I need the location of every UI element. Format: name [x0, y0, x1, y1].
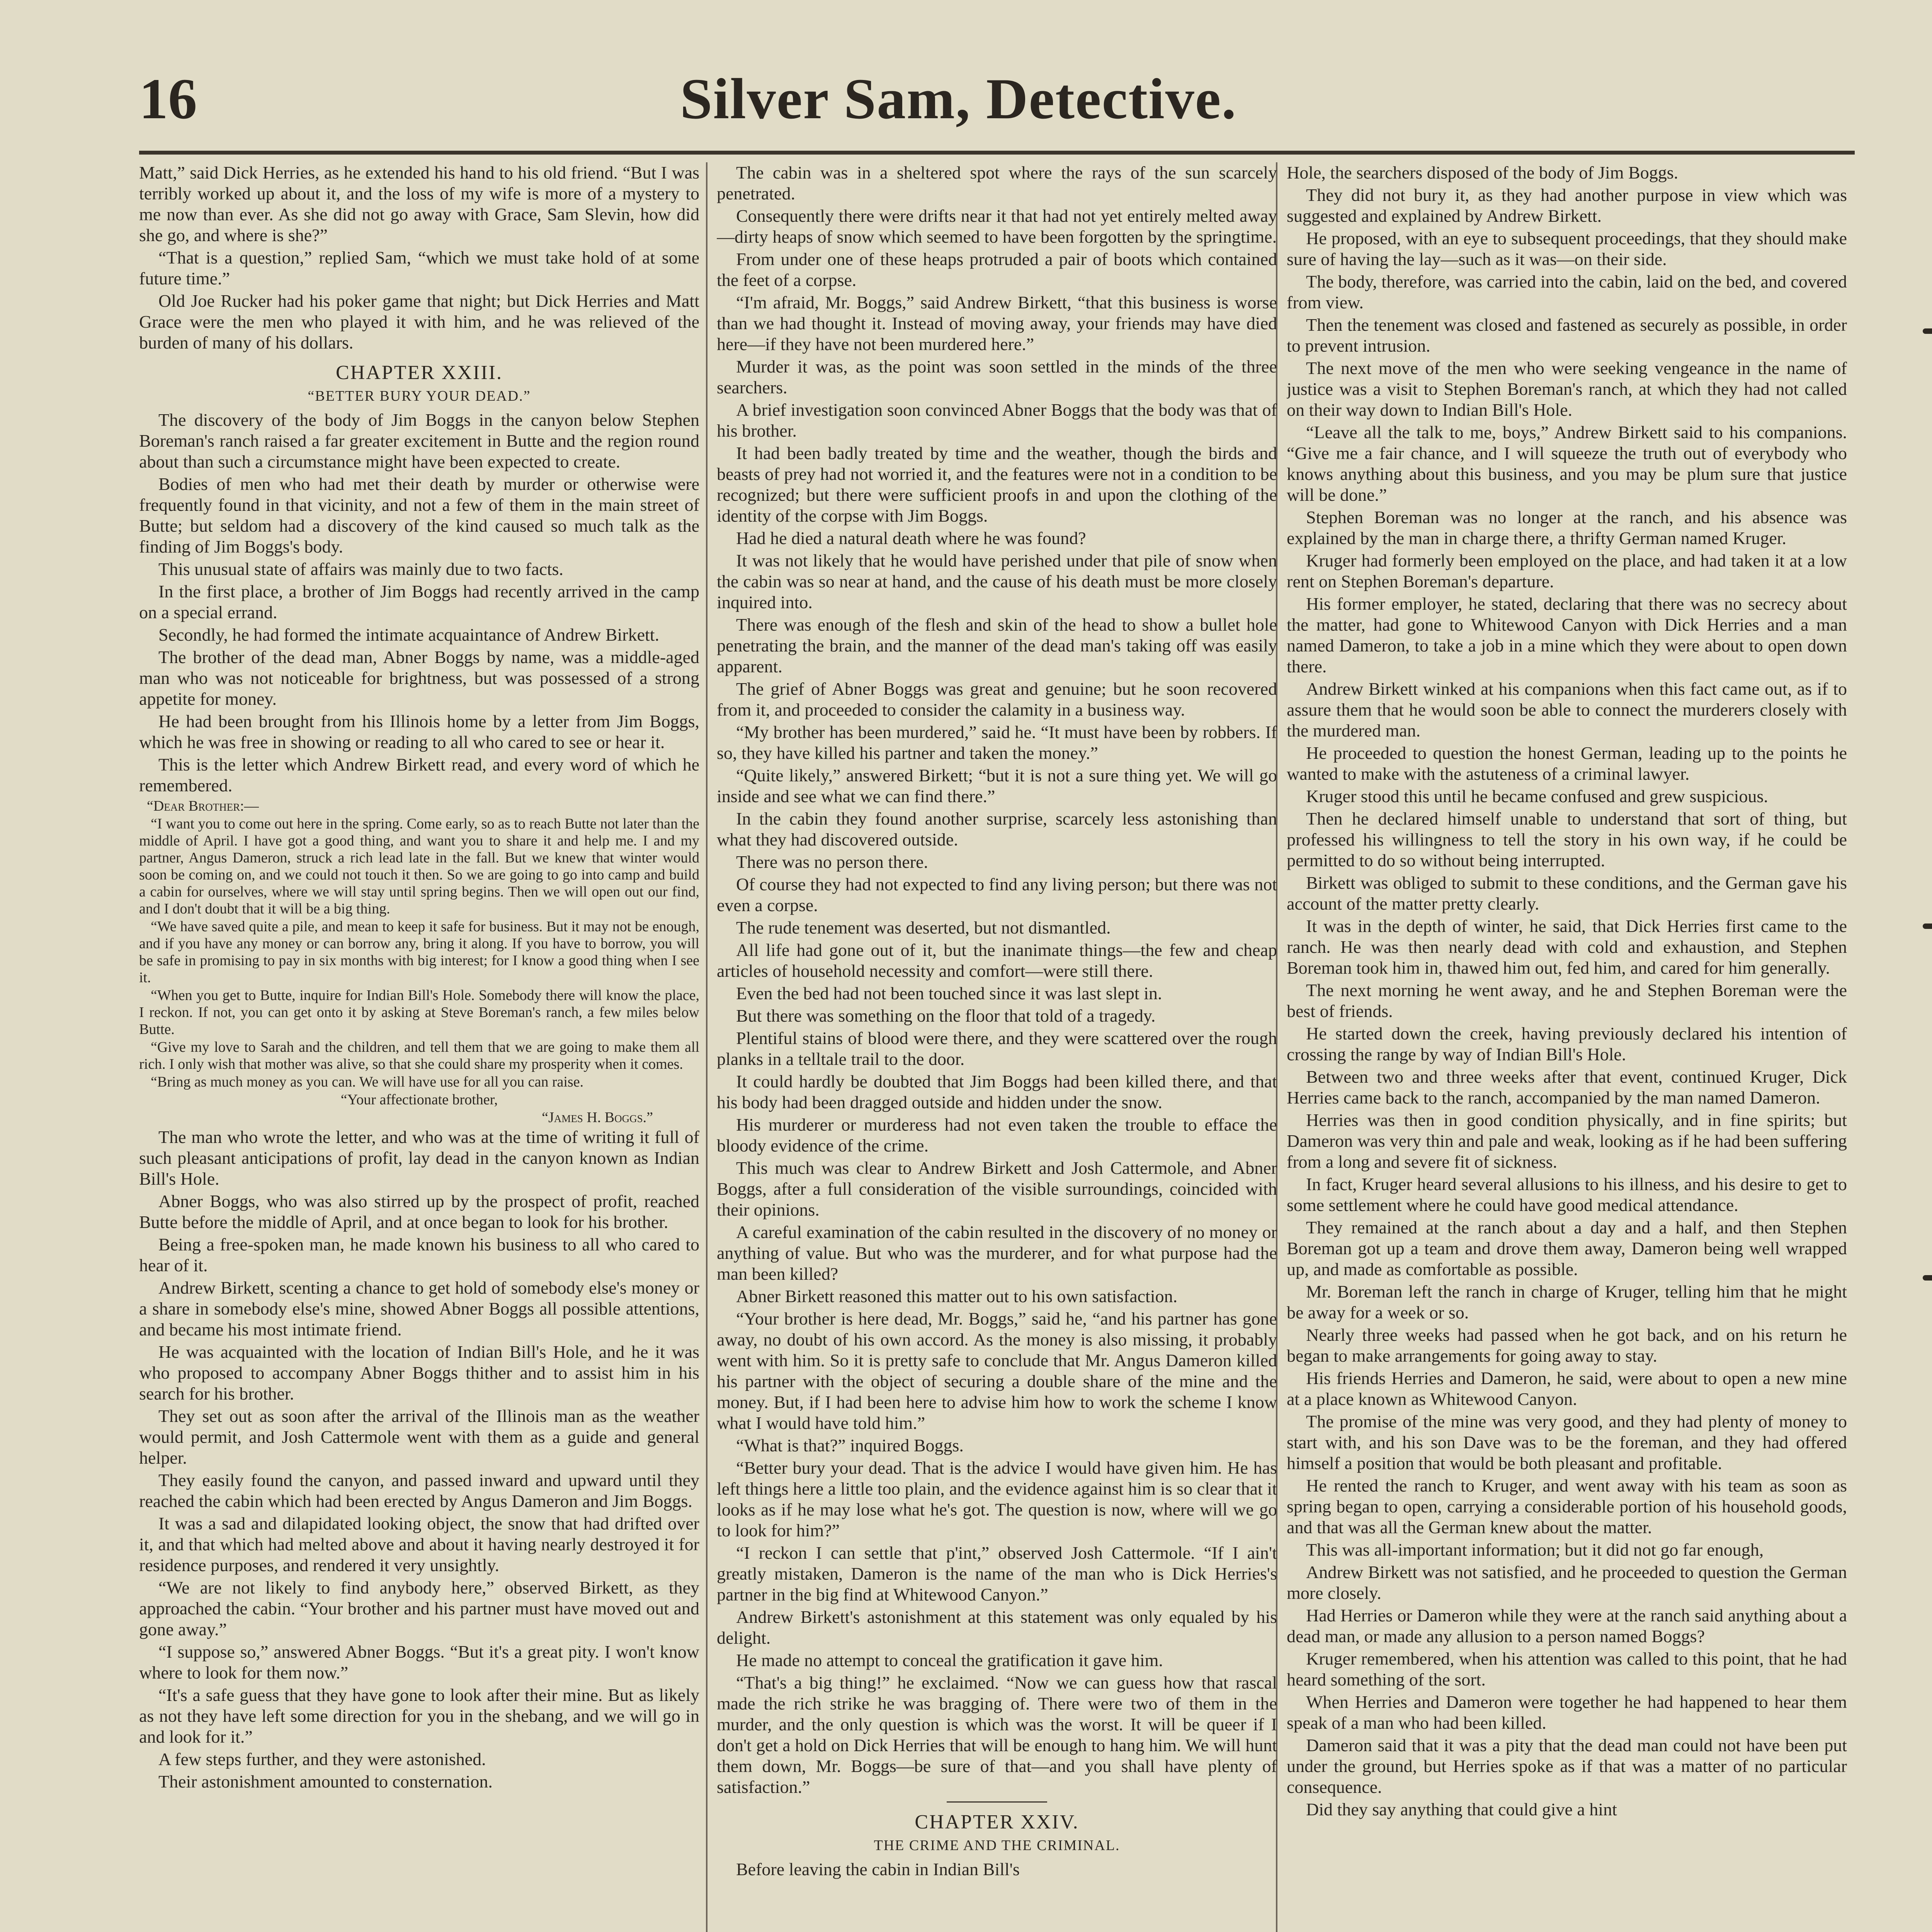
paragraph: “I reckon I can settle that p'int,” observed Josh Cattermole. “If I ain't greatly mistaken, Dameron is the name of the man who is Dick Herries's partner in the big find at Whitewood Canyon.”: [717, 1543, 1277, 1604]
quoted-letter: [139, 798, 699, 1126]
letter-paragraph: “Bring as much money as you can. We will have use for all you can raise.: [151, 1074, 584, 1090]
letter-paragraph: “Give my love to Sarah and the children, and tell them that we are going to make them all rich. I only wish that mother was alive, so that she could share my prosperity when it comes.: [139, 1039, 699, 1072]
paragraph: It was a sad and dilapidated looking object, the snow that had drifted over it, and that which had melted above and about it having nearly destroyed it for residence purposes, and rendered it very unsightly.: [139, 1514, 699, 1575]
staple-mark: [1923, 1275, 1932, 1281]
paragraph: There was enough of the flesh and skin of the head to show a bullet hole penetrating the brain, and the manner of the dead man's taking off was easily apparent.: [717, 615, 1277, 676]
staple-mark: [1923, 328, 1932, 334]
column-rule-1: [706, 162, 707, 1932]
letter-signature: “James H. Boggs.”: [542, 1109, 653, 1126]
staple-mark: [1923, 923, 1932, 929]
paragraph: But there was something on the floor that told of a tragedy.: [736, 1006, 1156, 1026]
paragraph: Consequently there were drifts near it that had not yet entirely melted away—dirty heaps of snow which seemed to have been forgotten by the springtime.: [717, 206, 1277, 247]
chapter-rule: [947, 1801, 1047, 1803]
paragraph: They remained at the ranch about a day and a half, and then Stephen Boreman got up a team and drove them away, Dameron being well wrapped up, and made as comfortable as possible.: [1287, 1218, 1847, 1279]
chapter-subtitle: “BETTER BURY YOUR DEAD.”: [308, 388, 531, 404]
paragraph: Then he declared himself unable to understand that sort of thing, but professed his willingness to tell the story in his own way, if he could be permitted to do so without being interrupted.: [1287, 809, 1847, 870]
paragraph: Old Joe Rucker had his poker game that night; but Dick Herries and Matt Grace were the men who played it with him, and he was relieved of the burden of many of his dollars.: [139, 291, 699, 352]
paragraph: “Better bury your dead. That is the advice I would have given him. He has left things here a little too plain, and the evidence against him is so clear that it looks as if he may lose what he's got. The question is now, where will we go to look for him?”: [717, 1458, 1277, 1540]
paragraph: He proposed, with an eye to subsequent proceedings, that they should make sure of having the lay—such as it was—on their side.: [1287, 228, 1847, 269]
paragraph: This was all-important information; but it did not go far enough,: [1306, 1540, 1764, 1560]
paragraph: It was in the depth of winter, he said, that Dick Herries first came to the ranch. He was then nearly dead with cold and exhaustion, and Stephen Boreman took him in, thawed him out, fed him, and cared for him generally.: [1287, 916, 1847, 978]
paragraph: Nearly three weeks had passed when he got back, and on his return he began to make arrangements for going away to stay.: [1287, 1325, 1847, 1366]
paragraph: The promise of the mine was very good, and they had plenty of money to start with, and his son Dave was to be the foreman, and they had offered himself a position that would be both pleasant and profitable.: [1287, 1412, 1847, 1473]
paragraph: The cabin was in a sheltered spot where the rays of the sun scarcely penetrated.: [717, 163, 1277, 203]
paragraph: “Your brother is here dead, Mr. Boggs,” said he, “and his partner has gone away, no doubt of his own accord. As the money is also missing, it probably went with him. So it is pretty safe to conclude that Mr. Angus Dameron killed his partner with the object of securing a double share of the mine and the money. But, if I had been here to advise him how to work the scheme I know what I would have told him.”: [717, 1309, 1277, 1433]
paragraph: The brother of the dead man, Abner Boggs by name, was a middle-aged man who was not noticeable for brightness, but was possessed of a strong appetite for money.: [139, 647, 699, 709]
paragraph: The rude tenement was deserted, but not dismantled.: [736, 918, 1111, 937]
paragraph: His friends Herries and Dameron, he said, were about to open a new mine at a place known as Whitewood Canyon.: [1287, 1368, 1847, 1409]
paragraph: He was acquainted with the location of Indian Bill's Hole, and he it was who proposed to accompany Abner Boggs thither and to assist him in his search for his brother.: [139, 1342, 699, 1403]
paragraph: Matt,” said Dick Herries, as he extended his hand to his old friend. “But I was terribly worked up about it, and the loss of my wife is more of a mystery to me now than ever. As she did not go away with Grace, Sam Slevin, how did she go, and where is she?”: [139, 163, 699, 245]
paragraph: Being a free-spoken man, he made known his business to all who cared to hear of it.: [139, 1235, 699, 1275]
running-title: Silver Sam, Detective.: [680, 67, 1237, 131]
paragraph: “We are not likely to find anybody here,” observed Birkett, as they approached the cabin. “Your brother and his partner must have moved out and gone away.”: [139, 1578, 699, 1639]
paragraph: Andrew Birkett winked at his companions when this fact came out, as if to assure them that he would soon be able to connect the murderers closely with the murdered man.: [1287, 679, 1847, 740]
paragraph: They set out as soon after the arrival of the Illinois man as the weather would permit, and Josh Cattermole went with them as a guide and general helper.: [139, 1406, 699, 1468]
paragraph: Of course they had not expected to find any living person; but there was not even a corpse.: [717, 874, 1277, 915]
paragraph: They did not bury it, as they had another purpose in view which was suggested and explained by Andrew Birkett.: [1287, 185, 1847, 226]
paragraph: Kruger remembered, when his attention was called to this point, that he had heard something of the sort.: [1287, 1649, 1847, 1689]
paragraph: In the first place, a brother of Jim Boggs had recently arrived in the camp on a special errand.: [139, 582, 699, 622]
paragraph: Abner Birkett reasoned this matter out to his own satisfaction.: [736, 1286, 1178, 1306]
chapter-heading: CHAPTER XXIV.: [915, 1811, 1079, 1833]
chapter-heading: CHAPTER XXIII.: [336, 362, 503, 384]
paragraph: It could hardly be doubted that Jim Boggs had been killed there, and that his body had been dragged outside and hidden under the snow.: [717, 1071, 1277, 1112]
paragraph: Murder it was, as the point was soon settled in the minds of the three searchers.: [717, 357, 1277, 397]
paragraph: “I suppose so,” answered Abner Boggs. “But it's a great pity. I won't know where to look for them now.”: [139, 1642, 699, 1682]
paragraph: The discovery of the body of Jim Boggs in the canyon below Stephen Boreman's ranch raised a far greater excitement in Butte and the region round about than such a circumstance might have been expected to create.: [139, 410, 699, 471]
paragraph: He proceeded to question the honest German, leading up to the points he wanted to make with the astuteness of a criminal lawyer.: [1287, 743, 1847, 784]
page-header: [139, 58, 1855, 143]
text-column-3: [1287, 162, 1847, 1932]
paragraph: His murderer or murderess had not even taken the trouble to efface the bloody evidence of the crime.: [717, 1115, 1277, 1155]
paragraph: Abner Boggs, who was also stirred up by the prospect of profit, reached Butte before the middle of April, and at once began to look for his brother.: [139, 1191, 699, 1232]
paragraph: The next morning he went away, and he and Stephen Boreman were the best of friends.: [1287, 980, 1847, 1021]
paragraph: This is the letter which Andrew Birkett read, and every word of which he remembered.: [139, 755, 699, 795]
paragraph: Herries was then in good condition physically, and in fine spirits; but Dameron was very thin and pale and weak, looking as if he had been suffering from a long and severe fit of sickness.: [1287, 1110, 1847, 1172]
paragraph: In the cabin they found another surprise, scarcely less astonishing than what they had discovered outside.: [717, 809, 1277, 849]
paragraph: Secondly, he had formed the intimate acquaintance of Andrew Birkett.: [158, 625, 660, 645]
paragraph: He started down the creek, having previously declared his intention of crossing the range by way of Indian Bill's Hole.: [1287, 1024, 1847, 1064]
paragraph: Dameron said that it was a pity that the dead man could not have been put under the ground, but Herries spoke as if that was a matter of no particular consequence.: [1287, 1735, 1847, 1797]
paragraph: He made no attempt to conceal the gratification it gave him.: [736, 1650, 1163, 1670]
paragraph: “Leave all the talk to me, boys,” Andrew Birkett said to his companions. “Give me a fair chance, and I will squeeze the truth out of everybody who knows anything about this business, and you may be plum sure that justice will be done.”: [1287, 422, 1847, 505]
paragraph: From under one of these heaps protruded a pair of boots which contained the feet of a corpse.: [717, 249, 1277, 290]
paragraph: Andrew Birkett's astonishment at this statement was only equaled by his delight.: [717, 1607, 1277, 1648]
paragraph: Did they say anything that could give a hint: [1306, 1799, 1617, 1819]
letter-paragraph: “I want you to come out here in the spring. Come early, so as to reach Butte not later than the middle of April. I have got a good thing, and want you to share it and help me. I and my partner, Angus Dameron, struck a rich lead late in the fall. But we knew that winter would soon be coming on, and we could not touch it then. So we are going to go into camp and build a cabin for ourselves, where we will stay until spring begins. Then we will open out our find, and I don't doubt that it will be a big thing.: [139, 816, 699, 917]
paragraph: Andrew Birkett, scenting a chance to get hold of somebody else's money or a share in somebody else's mine, showed Abner Boggs all possible attentions, and became his most intimate friend.: [139, 1278, 699, 1339]
paragraph: Had he died a natural death where he was found?: [736, 528, 1086, 548]
paragraph: This much was clear to Andrew Birkett and Josh Cattermole, and Abner Boggs, after a full consideration of the visible surroundings, coincided with their opinions.: [717, 1158, 1277, 1219]
paragraph: “That is a question,” replied Sam, “which we must take hold of at some future time.”: [139, 248, 699, 288]
paragraph: A careful examination of the cabin resulted in the discovery of no money or anything of value. But who was the murderer, and for what purpose had the man been killed?: [717, 1222, 1277, 1284]
text-column-2: [717, 162, 1277, 1932]
paragraph: The man who wrote the letter, and who was at the time of writing it full of such pleasant anticipations of profit, lay dead in the canyon known as Indian Bill's Hole.: [139, 1127, 699, 1189]
paragraph: “What is that?” inquired Boggs.: [736, 1435, 964, 1455]
paragraph: Then the tenement was closed and fastened as securely as possible, in order to prevent intrusion.: [1287, 315, 1847, 355]
paragraph: It was not likely that he would have perished under that pile of snow when the cabin was so near at hand, and the cause of his death must be more closely inquired into.: [717, 551, 1277, 612]
paragraph: “I'm afraid, Mr. Boggs,” said Andrew Birkett, “that this business is worse than we had thought it. Instead of moving away, your friends may have died here—if they have not been murdered here.”: [717, 293, 1277, 354]
paragraph: Had Herries or Dameron while they were at the ranch said anything about a dead man, or made any allusion to a person named Boggs?: [1287, 1605, 1847, 1646]
paragraph: Before leaving the cabin in Indian Bill's: [736, 1859, 1020, 1879]
letter-paragraph: “We have saved quite a pile, and mean to keep it safe for business. But it may not be enough, and if you have any money or can borrow any, bring it along. If you have to borrow, you will be safe in promising to pay in six months with big interest; for I know a good thing when I see it.: [139, 918, 699, 986]
paragraph: Even the bed had not been touched since it was last slept in.: [736, 983, 1162, 1003]
paragraph: Kruger stood this until he became confused and grew suspicious.: [1306, 786, 1768, 806]
letter-paragraph: “When you get to Butte, inquire for Indian Bill's Hole. Somebody there will know the place, I reckon. If not, you can get onto it by asking at Steve Boreman's ranch, a few miles below Butte.: [139, 987, 699, 1037]
paragraph: Their astonishment amounted to consternation.: [158, 1772, 493, 1791]
page-number: 16: [139, 67, 197, 131]
letter-closing: “Your affectionate brother,: [340, 1092, 498, 1108]
paragraph: The body, therefore, was carried into the cabin, laid on the bed, and covered from view.: [1287, 272, 1847, 312]
paragraph: “It's a safe guess that they have gone to look after their mine. But as likely as not they have left some direction for you in the shebang, and we will go in and look for it.”: [139, 1685, 699, 1747]
paragraph: All life had gone out of it, but the inanimate things—the few and cheap articles of household necessity and comfort—were still there.: [717, 940, 1277, 981]
paragraph: It had been badly treated by time and the weather, though the birds and beasts of prey had not worried it, and the features were not in a condition to be recognized; but there were sufficient proofs in and upon the clothing of the identity of the corpse with Jim Boggs.: [717, 443, 1277, 526]
paragraph: Hole, the searchers disposed of the body of Jim Boggs.: [1287, 163, 1679, 182]
paragraph: There was no person there.: [736, 852, 928, 872]
paragraph: “That's a big thing!” he exclaimed. “Now we can guess how that rascal made the rich strike he was bragging of. There were two of them in the murder, and the only question is which was the worst. It will be queer if I don't get a hold on Dick Herries that will be enough to hang him. We will hunt them down, Mr. Boggs—be sure of that—and you shall have plenty of satisfaction.”: [717, 1673, 1277, 1797]
paragraph: Andrew Birkett was not satisfied, and he proceeded to question the German more closely.: [1287, 1562, 1847, 1603]
text-column-1: [139, 162, 699, 1932]
paragraph: This unusual state of affairs was mainly due to two facts.: [158, 559, 563, 579]
paragraph: The grief of Abner Boggs was great and genuine; but he soon recovered from it, and proceeded to consider the calamity in a business way.: [717, 679, 1277, 719]
paragraph: They easily found the canyon, and passed inward and upward until they reached the cabin which had been erected by Angus Dameron and Jim Boggs.: [139, 1470, 699, 1511]
paragraph: A few steps further, and they were astonished.: [158, 1749, 486, 1769]
paragraph: Birkett was obliged to submit to these conditions, and the German gave his account of the matter pretty clearly.: [1287, 873, 1847, 913]
paragraph: Bodies of men who had met their death by murder or otherwise were frequently found in that vicinity, and not a few of them in the main street of Butte; but seldom had a discovery of the kind caused so much talk as the finding of Jim Boggs's body.: [139, 474, 699, 556]
paragraph: Stephen Boreman was no longer at the ranch, and his absence was explained by the man in charge there, a thrifty German named Kruger.: [1287, 507, 1847, 548]
paragraph: In fact, Kruger heard several allusions to his illness, and his desire to get to some settlement where he could have good medical attendance.: [1287, 1174, 1847, 1215]
paragraph: He had been brought from his Illinois home by a letter from Jim Boggs, which he was free in showing or reading to all who cared to see or hear it.: [139, 711, 699, 752]
chapter-subtitle: THE CRIME AND THE CRIMINAL.: [874, 1837, 1120, 1854]
paragraph: Between two and three weeks after that event, continued Kruger, Dick Herries came back to the ranch, accompanied by the man named Dameron.: [1287, 1067, 1847, 1107]
binding-staple-marks: [1919, 0, 1932, 1932]
paragraph: Kruger had formerly been employed on the place, and had taken it at a low rent on Stephen Boreman's departure.: [1287, 551, 1847, 591]
paragraph: He rented the ranch to Kruger, and went away with his team as soon as spring began to open, carrying a considerable portion of his household goods, and that was all the German knew about the matter.: [1287, 1476, 1847, 1537]
paragraph: When Herries and Dameron were together he had happened to hear them speak of a man who had been killed.: [1287, 1692, 1847, 1733]
header-rule: [139, 151, 1855, 155]
paragraph: “Quite likely,” answered Birkett; “but it is not a sure thing yet. We will go inside and see what we can find there.”: [717, 765, 1277, 806]
paragraph: The next move of the men who were seeking vengeance in the name of justice was a visit to Stephen Boreman's ranch, at which they had not called on their way down to Indian Bill's Hole.: [1287, 358, 1847, 420]
paragraph: Mr. Boreman left the ranch in charge of Kruger, telling him that he might be away for a week or so.: [1287, 1282, 1847, 1322]
paragraph: “My brother has been murdered,” said he. “It must have been by robbers. If so, they have killed his partner and taken the money.”: [717, 722, 1277, 763]
paragraph: A brief investigation soon convinced Abner Boggs that the body was that of his brother.: [717, 400, 1277, 440]
paragraph: Plentiful stains of blood were there, and they were scattered over the rough planks in a telltale trail to the door.: [717, 1028, 1277, 1069]
letter-salutation: “Dear Brother:—: [147, 798, 259, 814]
paragraph: His former employer, he stated, declaring that there was no secrecy about the matter, had gone to Whitewood Canyon with Dick Herries and a man named Dameron, to take a job in a mine which they were about to open down there.: [1287, 594, 1847, 676]
